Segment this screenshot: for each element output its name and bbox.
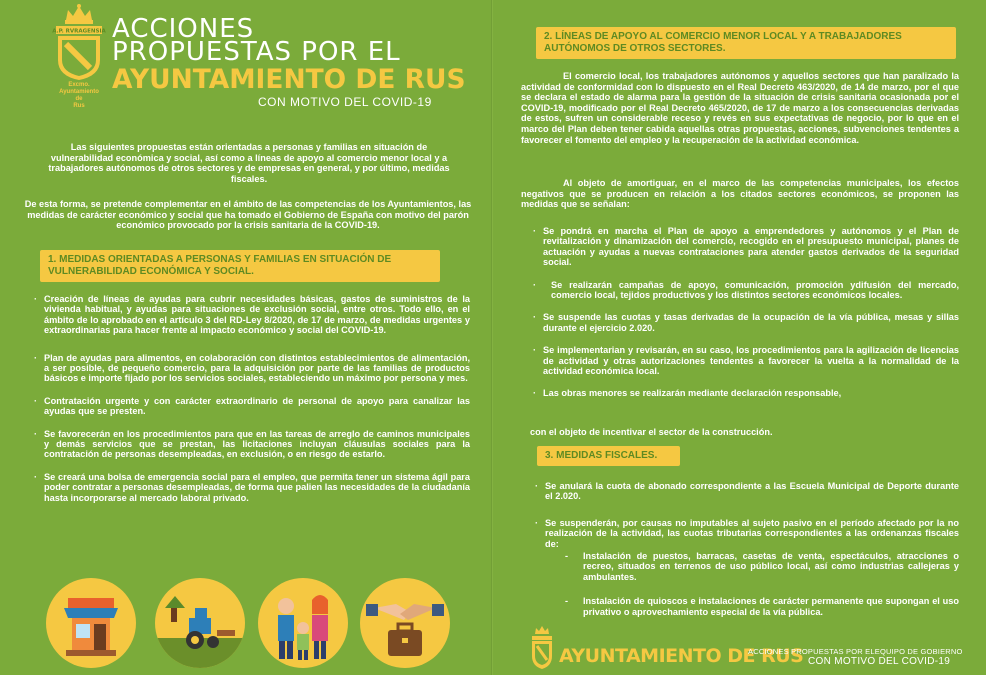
list-item: · Contratación urgente y con carácter extraordinario de personal de apoyo para canalizar las ayudas que se presten.: [34, 396, 470, 417]
list-item: · Se creará una bolsa de emergencia social para el empleo, que permita tener un sistema ágil para poder contratar a personas desempleadas, de forma que palien las necesidades de la ciudadanía hasta incorporarse al mercado laboral privado.: [34, 472, 470, 503]
list-item: - Instalación de puestos, barracas, casetas de venta, espectáculos, atracciones o recreo, situados en terrenos de uso público local, así como industrias callejeras y ambulantes.: [565, 551, 959, 582]
shield-icon: [50, 2, 108, 82]
section-2-paragraph-1: El comercio local, los trabajadores autónomos y aquellos sectores que han paralizado la actividad de conformidad con lo dispuesto en el Real Decreto 463/2020, de 14 de marzo, por el que se declara el estado de alarma para la gestión de la situación de crisis sanitaria ocasionada por el COVID-19, modificado por el Real Decreto 465/2020, de 17 de marzo a los consecuencias derivadas de estos, sufren un considerable receso y revés en sus expectativas de negocio, por lo que en el marco del Plan deben tener cabida aquellas otras propuestas, acciones, subvenciones tendentes a favorecer el fomento del empleo y la recuperación de la actividad económica.: [521, 71, 959, 145]
list-item: · Se suspende las cuotas y tasas derivadas de la ocupación de la vía pública, mesas y sillas durante el ejercicio 2.020.: [533, 312, 959, 333]
list-item: · Se favorecerán en los procedimientos para que en las tareas de arreglo de caminos municipales y demás servicios que se prestan, las licitaciones incluyan cláusulas sociales para la contratación de personas desempleadas, en exclusión, o en riesgo de estarlo.: [34, 429, 470, 460]
intro-paragraph-1: Las siguientes propuestas están orientadas a personas y familias en situación de vulnerabilidad económica y social, así como a líneas de apoyo al comercio menor local y a trabajadores autónomos de otros sectores y de empresas en general, y por último, medidas fiscales.: [48, 142, 450, 184]
footer-title: AYUNTAMIENTO DE RUS: [559, 645, 804, 667]
intro-paragraph-2: De esta forma, se pretende complementar en el ámbito de las competencias de los Ayuntamientos, las medidas de carácter económico y social que ha tomado el Gobierno de España con motivo del parón económico provocado por la crisis sanitaria de la COVID-19.: [24, 199, 472, 231]
list-item: · Creación de líneas de ayudas para cubrir necesidades básicas, gastos de suministros de la vivienda habitual, y ayudas para situaciones de exclusión social, entre otros. Todo ello, en el ámbito de lo aprobado en el artículo 3 del RD-Ley 8/2020, de 17 de marzo, de medidas urgentes y extraordinarias para hacer frente al impacto económico y social del COVID-19.: [34, 294, 470, 336]
section-2-list: [533, 226, 959, 399]
list-item: · Las obras menores se realizarán mediante declaración responsable,: [533, 388, 959, 398]
footer-subtitle-1: ACCIONES PROPUESTAS POR ELEQUIPO DE GOBIERNO: [748, 647, 963, 656]
section-3-title: 3. MEDIDAS FISCALES.: [537, 446, 680, 466]
handshake-icon: [360, 578, 450, 668]
list-item: · Se suspenderán, por causas no imputables al sujeto pasivo en el período afectado por la no realización de la actividad, las cuotas tributarias correspondientes a las ordenanzas fiscales de:: [535, 518, 959, 549]
section-3-list: [535, 481, 959, 549]
footer-subtitle-2: CON MOTIVO DEL COVID-19: [808, 656, 951, 667]
list-item: - Instalación de quioscos e instalaciones de carácter permanente que supongan el uso privativo o aprovechamiento especial de la vía pública.: [565, 596, 959, 617]
tractor-icon: [155, 578, 245, 668]
list-item: · Se realizarán campañas de apoyo, comunicación, promoción ydifusión del mercado, comercio local, tejidos productivos y los distintos sectores económicos locales.: [533, 280, 959, 301]
section-2-paragraph-2: Al objeto de amortiguar, en el marco de las competencias municipales, los efectos negativos que se producen en relación a los citados sectores económicos, se proponen las medidas que se señalan:: [521, 178, 959, 210]
crest-caption: Excmo. Ayuntamiento de Rus: [59, 82, 99, 109]
list-item: · Plan de ayudas para alimentos, en colaboración con distintos establecimientos de alimentación, a ser posible, de pequeño comercio, para la adquisición por parte de las familias de productos básicos e importe fijado por los servicios sociales, estableciendo un máximo por persona y mes.: [34, 353, 470, 384]
list-item: · Se anulará la cuota de abonado correspondiente a las Escuela Municipal de Deporte durante el 2.020.: [535, 481, 959, 502]
footer-crest-icon: [529, 626, 555, 675]
section-2-title: 2. LÍNEAS DE APOYO AL COMERCIO MENOR LOCAL Y A TRABAJADORES AUTÓNOMOS DE OTROS SECTORES.: [536, 27, 956, 59]
section-1-list: [34, 294, 470, 503]
section-3-sublist: [565, 551, 959, 617]
list-item: · Se implementarian y revisarán, en su caso, los procedimientos para la agilización de licencias de actividad y otras autorizaciones tendentes a favorecer la vuelta a la normalidad de la actividad económica local.: [533, 345, 959, 376]
page-title-highlight: AYUNTAMIENTO DE RUS: [112, 64, 466, 95]
section-2-last-line: con el objeto de incentivar el sector de la construcción.: [530, 427, 773, 437]
page-title: ACCIONES PROPUESTAS POR EL: [112, 14, 401, 67]
section-1-title: 1. MEDIDAS ORIENTADAS A PERSONAS Y FAMILIAS EN SITUACIÓN DE VULNERABILIDAD ECONÓMICA Y SOCIAL.: [40, 250, 440, 282]
page-subtitle: CON MOTIVO DEL COVID-19: [258, 95, 432, 109]
icon-row: [38, 578, 478, 675]
crest-logo: [50, 2, 108, 110]
right-page: [493, 0, 986, 675]
svg-text:A.P. RVRAGENSIA: A.P. RVRAGENSIA: [52, 28, 106, 35]
list-item: · Se pondrá en marcha el Plan de apoyo a emprendedores y autónomos y el Plan de revitalización y dinamización del comercio, recogido en el presupuesto municipal, planes de actuación y ayudas a nuevas contrataciones para atender gastos derivados de la seguridad social.: [533, 226, 959, 268]
family-icon: [258, 578, 348, 668]
shop-icon: [46, 578, 136, 668]
